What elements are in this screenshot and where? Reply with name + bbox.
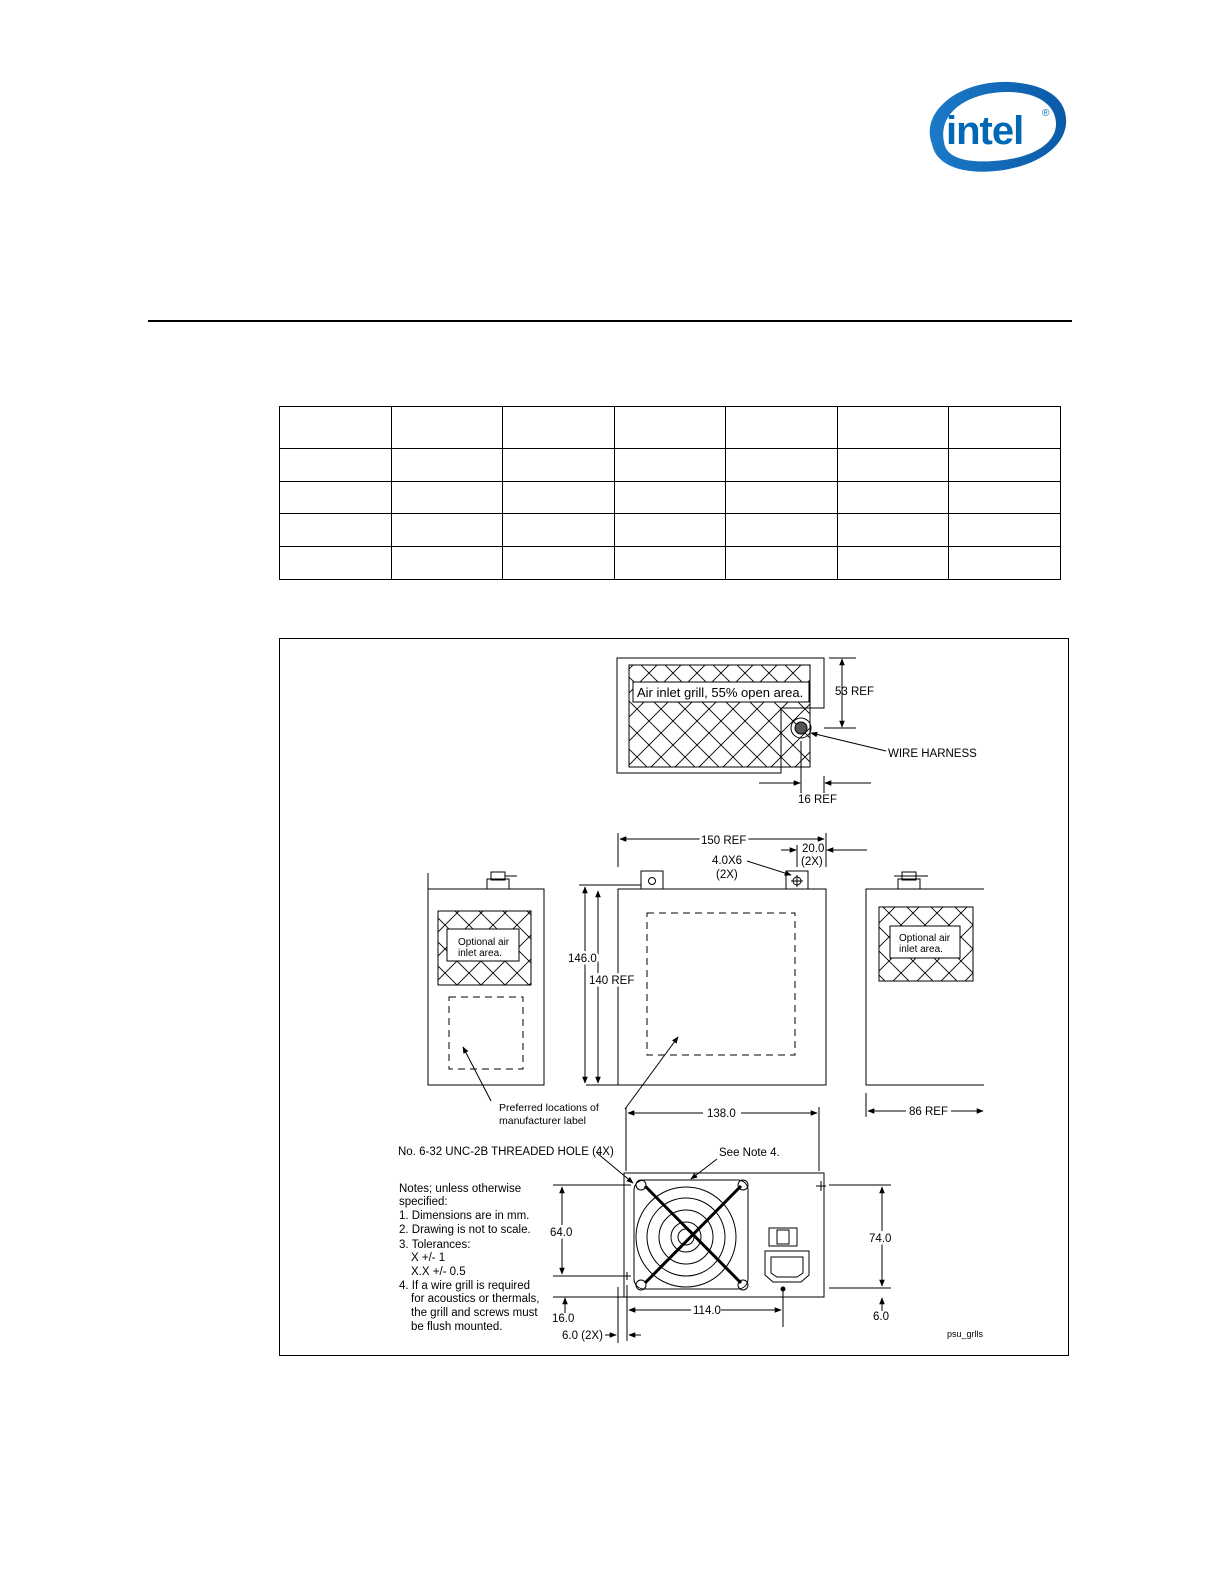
table-cell <box>949 481 1061 514</box>
notes-line: X.X +/- 0.5 <box>411 1266 466 1278</box>
notes-line: for acoustics or thermals, <box>411 1293 540 1305</box>
table-row <box>280 448 1061 481</box>
notes-line: specified: <box>399 1196 448 1208</box>
table-cell <box>614 514 726 547</box>
psu-drawing <box>280 639 1067 1354</box>
notes-line: 4. If a wire grill is required <box>399 1280 531 1292</box>
table-cell <box>280 547 392 580</box>
table-cell <box>503 448 615 481</box>
dim-20: 20.0 <box>802 843 825 855</box>
notes-line: Notes; unless otherwise <box>399 1183 522 1195</box>
dim-16-0: 16.0 <box>552 1313 575 1325</box>
intel-logo <box>920 78 1070 178</box>
table-cell <box>614 407 726 449</box>
mount-tab-left <box>641 871 663 889</box>
power-switch <box>769 1228 797 1246</box>
table-row <box>280 481 1061 514</box>
header-rule <box>148 320 1072 322</box>
table-cell <box>726 514 838 547</box>
notes-line: 2. Drawing is not to scale. <box>399 1224 531 1236</box>
dim-16-ref: 16 REF <box>798 794 837 806</box>
notes-line: 3. Tolerances: <box>399 1239 471 1251</box>
notes-line: be flush mounted. <box>411 1321 503 1333</box>
hole-size-label: 4.0X6 <box>712 855 743 867</box>
table-cell <box>949 448 1061 481</box>
table-cell <box>949 514 1061 547</box>
table-cell <box>280 481 392 514</box>
table-cell <box>503 481 615 514</box>
dim-140-ref: 140 REF <box>589 975 635 987</box>
logo-registered-mark: ® <box>1042 108 1050 119</box>
spec-table <box>279 406 1061 580</box>
table-cell <box>837 514 949 547</box>
dim-150-ref: 150 REF <box>701 835 747 847</box>
table-cell <box>391 448 503 481</box>
table-cell <box>503 407 615 449</box>
dim-86-ref: 86 REF <box>909 1106 948 1118</box>
table-cell <box>949 547 1061 580</box>
label-area-left <box>449 997 523 1069</box>
table-cell <box>503 514 615 547</box>
dim-146: 146.0 <box>568 953 597 965</box>
table-row <box>280 514 1061 547</box>
table-cell <box>837 481 949 514</box>
wire-harness-label: WIRE HARNESS <box>888 748 977 760</box>
optional-air-right-l1: Optional air <box>899 933 951 944</box>
hole-count-label: (2X) <box>716 869 738 881</box>
optional-air-left-l1: Optional air <box>458 937 510 948</box>
screw-icon <box>636 1180 646 1190</box>
table-cell <box>837 407 949 449</box>
table-cell <box>726 448 838 481</box>
rear-view-outline <box>624 1173 824 1297</box>
table-cell <box>280 448 392 481</box>
table-cell <box>949 407 1061 449</box>
table-header-row <box>280 407 1061 449</box>
table-cell <box>280 514 392 547</box>
see-note-label: See Note 4. <box>719 1147 780 1159</box>
table-cell <box>837 547 949 580</box>
air-inlet-label: Air inlet grill, 55% open area. <box>637 685 804 700</box>
preferred-label-l1: Preferred locations of <box>499 1102 599 1114</box>
dim-74: 74.0 <box>869 1233 892 1245</box>
table-cell <box>391 407 503 449</box>
table-cell <box>614 448 726 481</box>
table-cell <box>503 547 615 580</box>
dim-53-ref: 53 REF <box>835 686 874 698</box>
figure-id-label: psu_grlls <box>947 1329 984 1339</box>
table-cell <box>391 481 503 514</box>
wire-harness-core <box>795 722 807 734</box>
preferred-label-l2: manufacturer label <box>499 1115 586 1127</box>
table-cell <box>391 514 503 547</box>
dim-6-0-2x: 6.0 (2X) <box>562 1330 603 1342</box>
label-area-front <box>647 913 795 1055</box>
threaded-hole-label: No. 6-32 UNC-2B THREADED HOLE (4X) <box>398 1146 614 1158</box>
dim-138: 138.0 <box>707 1108 736 1120</box>
dim-64: 64.0 <box>550 1227 573 1239</box>
optional-air-right-l2: inlet area. <box>899 944 943 955</box>
table-cell <box>280 407 392 449</box>
fan-grill-ring-outer <box>636 1187 736 1287</box>
table-cell <box>726 481 838 514</box>
table-cell <box>391 547 503 580</box>
table-row <box>280 547 1061 580</box>
optional-air-left-l2: inlet area. <box>458 948 502 959</box>
table-cell <box>726 407 838 449</box>
dim-20-count: (2X) <box>801 856 823 868</box>
notes-line: 1. Dimensions are in mm. <box>399 1210 530 1222</box>
dim-6-0: 6.0 <box>873 1311 889 1323</box>
air-inlet-grill <box>629 665 810 767</box>
notes-line: the grill and screws must <box>411 1307 538 1319</box>
notes-line: X +/- 1 <box>411 1252 446 1264</box>
table-cell <box>726 547 838 580</box>
logo-wordmark: intel <box>946 109 1024 153</box>
table-cell <box>837 448 949 481</box>
dim-114: 114.0 <box>693 1305 721 1317</box>
psu-drawing-figure <box>279 638 1069 1356</box>
table-cell <box>614 547 726 580</box>
table-cell <box>614 481 726 514</box>
